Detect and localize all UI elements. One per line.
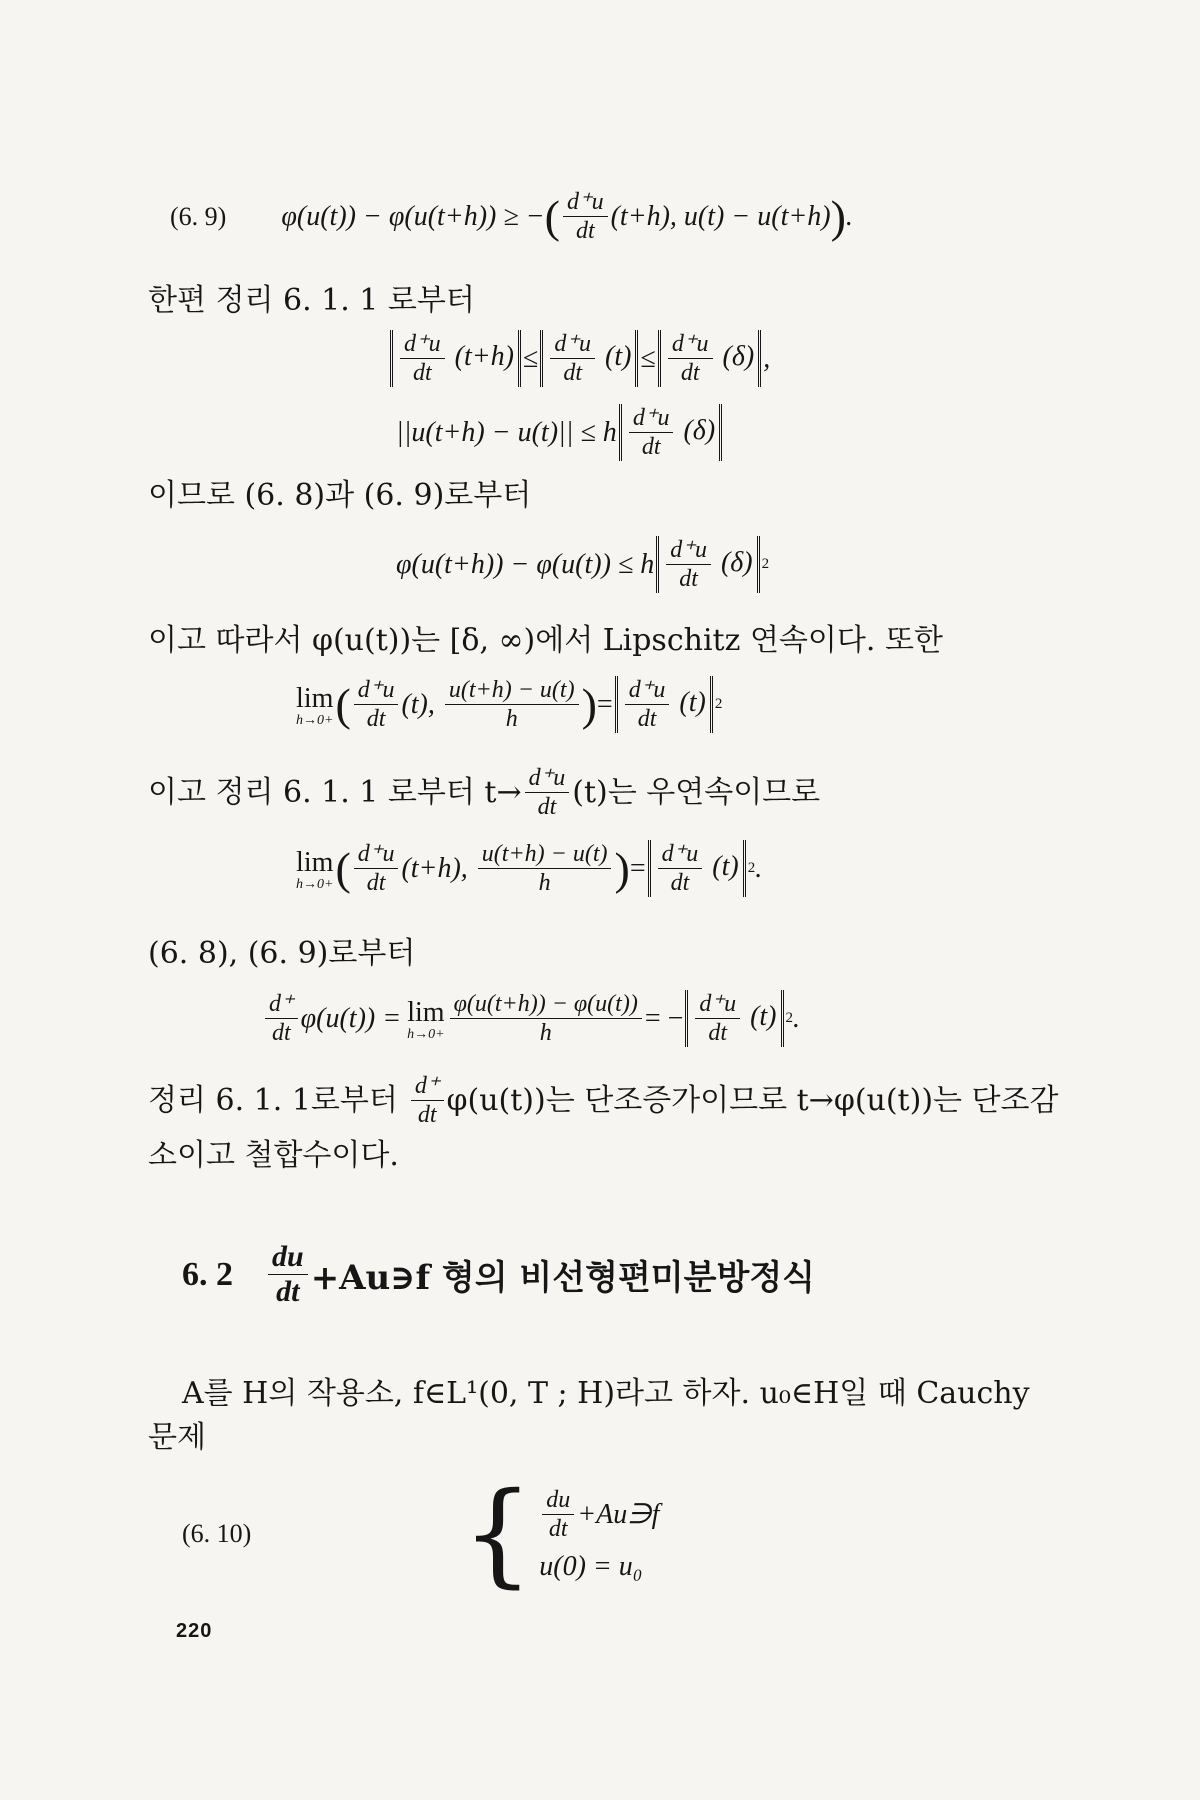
limit-equation-2: lim h→0+ ( $\frac{d^+u}{dt}$ (t+h), $\frac{u(t+h) - u(t)}{h}$ ) = $\frac{d^+u}{dt}$ (t) 2 . — [296, 841, 763, 896]
paragraph-line: 소이고 철합수이다. — [148, 1138, 399, 1173]
punctuation: , — [763, 342, 771, 374]
equation-6-10 — [182, 1469, 660, 1599]
fraction-numerator: φ(u(t+h)) − φ(u(t)) — [450, 990, 642, 1019]
fraction-denominator: dt — [417, 1102, 437, 1128]
fraction-denominator: dt — [670, 870, 690, 896]
fraction-denominator: dt — [680, 360, 700, 386]
fraction-numerator: d⁺u — [658, 840, 703, 869]
argument: (t+h), — [401, 852, 468, 884]
limit-subscript: h→0+ — [296, 876, 334, 892]
paragraph-line: 문제 — [148, 1420, 206, 1455]
fraction-numerator: du — [542, 1486, 574, 1515]
equals-sign: = − — [644, 1002, 684, 1034]
limit-operator: lim h→0+ — [407, 996, 445, 1042]
fraction-numerator: d⁺u — [563, 188, 608, 217]
left-brace: { — [462, 1469, 534, 1599]
fraction-denominator: h — [505, 706, 518, 732]
fraction-denominator: dt — [548, 1515, 568, 1542]
exponent: 2 — [714, 696, 723, 712]
section-number: 6. 2 — [182, 1255, 233, 1293]
section-title: +Au∋f 형의 비선형편미분방정식 — [310, 1258, 816, 1298]
fraction-denominator: dt — [276, 1275, 300, 1308]
argument: (δ) — [722, 340, 755, 372]
derivative-equation — [262, 990, 800, 1047]
argument: (δ) — [720, 546, 753, 578]
equation-args: (t+h), u(t) − u(t+h) — [610, 200, 831, 232]
paragraph-line: 이므로 (6. 8)과 (6. 9)로부터 — [148, 478, 532, 513]
fraction-numerator: d⁺ — [411, 1072, 444, 1101]
fraction-denominator: dt — [708, 1020, 728, 1046]
inequality-difference — [396, 404, 724, 461]
argument: (t) — [605, 340, 632, 372]
equation-number: (6. 10) — [182, 1519, 252, 1548]
argument: (t), — [401, 688, 435, 720]
paragraph-line: (6. 8), (6. 9)로부터 — [148, 936, 416, 971]
fraction-denominator: dt — [641, 434, 661, 460]
fraction-numerator: d⁺u — [666, 536, 711, 565]
fraction-denominator: dt — [679, 566, 698, 592]
norm — [540, 330, 638, 387]
fraction-denominator: dt — [637, 706, 657, 732]
section-heading — [182, 1240, 815, 1309]
argument: (t) — [712, 850, 739, 882]
equals-sign: = — [596, 688, 613, 720]
fraction-numerator: u(t+h) − u(t) — [478, 840, 612, 869]
argument: (δ) — [683, 414, 716, 446]
equation-body: φ(u(t)) − φ(u(t+h)) ≥ − ( $\frac{d^+u}{dt}$ (t+h), u(t) − u(t+h) ) . — [281, 189, 853, 244]
paragraph-line: 이고 따라서 φ(u(t))는 [δ, ∞)에서 Lipschitz 연속이다. 또한 — [148, 623, 943, 658]
fraction-denominator: h — [539, 1020, 552, 1046]
equals-sign: = — [629, 852, 646, 884]
fraction-numerator: d⁺u — [354, 676, 399, 705]
argument: (t) — [679, 686, 706, 718]
argument: (t) — [750, 1000, 777, 1032]
fraction-denominator: dt — [272, 1020, 291, 1046]
limit-operator: lim h→0+ — [296, 846, 334, 892]
fraction-numerator: u(t+h) − u(t) — [445, 676, 579, 705]
norm — [615, 676, 713, 733]
norm — [656, 536, 759, 593]
exponent: 2 — [761, 556, 770, 572]
exponent: 2 — [747, 860, 756, 876]
limit-operator: lim h→0+ — [296, 682, 334, 728]
fraction-denominator: h — [538, 870, 551, 896]
exponent: 2 — [785, 1010, 794, 1026]
fraction-denominator: dt — [366, 706, 386, 732]
argument: φ(u(t)) = — [300, 1002, 402, 1034]
norm — [685, 990, 783, 1047]
fraction-numerator: d⁺u — [629, 404, 674, 433]
equation-rhs: +Au∋f — [577, 1499, 660, 1530]
paragraph-line: 정리 6. 1. 1로부터 $\frac{d^+}{dt}$ φ(u(t))는 단조증가이므로 t→φ(u(t))는 단조감 — [148, 1073, 1059, 1128]
fraction-numerator: d⁺ — [265, 990, 298, 1019]
fraction-numerator: d⁺u — [625, 676, 670, 705]
inequality-norms — [388, 330, 770, 387]
page-number: 220 — [176, 1620, 213, 1642]
equation-6-9 — [170, 188, 853, 245]
norm — [658, 330, 761, 387]
fraction-numerator: d⁺u — [525, 764, 570, 793]
fraction-numerator: d⁺u — [550, 330, 595, 359]
fraction — [563, 188, 608, 245]
paragraph-line: 한편 정리 6. 1. 1 로부터 — [148, 283, 475, 318]
paragraph-line: 이고 정리 6. 1. 1 로부터 t→ $\frac{d^+u}{dt}$ (t)는 우연속이므로 — [148, 765, 821, 820]
limit-equation-1: lim h→0+ ( $\frac{d^+u}{dt}$ (t), $\frac{u(t+h) - u(t)}{h}$ ) = $\frac{d^+u}{dt}$ (t) 2 — [296, 677, 723, 732]
initial-condition: u(0) = u₀ — [539, 1550, 643, 1582]
punctuation: . — [793, 1002, 801, 1034]
punctuation: . — [845, 200, 853, 232]
fraction-numerator: d⁺u — [400, 330, 445, 359]
leq-sign: ≤ — [640, 342, 656, 374]
limit-subscript: h→0+ — [296, 712, 334, 728]
fraction-denominator: dt — [413, 360, 432, 386]
fraction-numerator: du — [268, 1240, 308, 1275]
norm — [390, 330, 521, 387]
punctuation: . — [755, 852, 763, 884]
norm — [619, 404, 722, 461]
equation-number: (6. 9) — [170, 201, 227, 231]
cauchy-system — [462, 1469, 660, 1599]
equation-lhs: φ(u(t)) − φ(u(t+h)) ≥ − — [281, 200, 545, 232]
fraction-numerator: d⁺u — [354, 840, 399, 869]
fraction-numerator: d⁺u — [668, 330, 713, 359]
fraction-denominator: dt — [563, 360, 583, 386]
fraction-denominator: dt — [366, 870, 386, 896]
limit-subscript: h→0+ — [407, 1026, 445, 1042]
inequality-lhs: φ(u(t+h)) − φ(u(t)) ≤ h — [396, 548, 655, 580]
inequality-phi — [396, 536, 769, 593]
fraction-numerator: d⁺u — [695, 990, 740, 1019]
inequality-lhs: ||u(t+h) − u(t)|| ≤ h — [396, 416, 617, 448]
leq-sign: ≤ — [523, 342, 539, 374]
fraction-denominator: dt — [575, 218, 595, 244]
norm — [648, 840, 746, 897]
paragraph-line: A를 H의 작용소, f∈L¹(0, T ; H)라고 하자. u₀∈H일 때 Cauchy — [182, 1376, 1030, 1411]
fraction-denominator: dt — [537, 794, 557, 820]
argument: (t+h) — [454, 340, 514, 372]
